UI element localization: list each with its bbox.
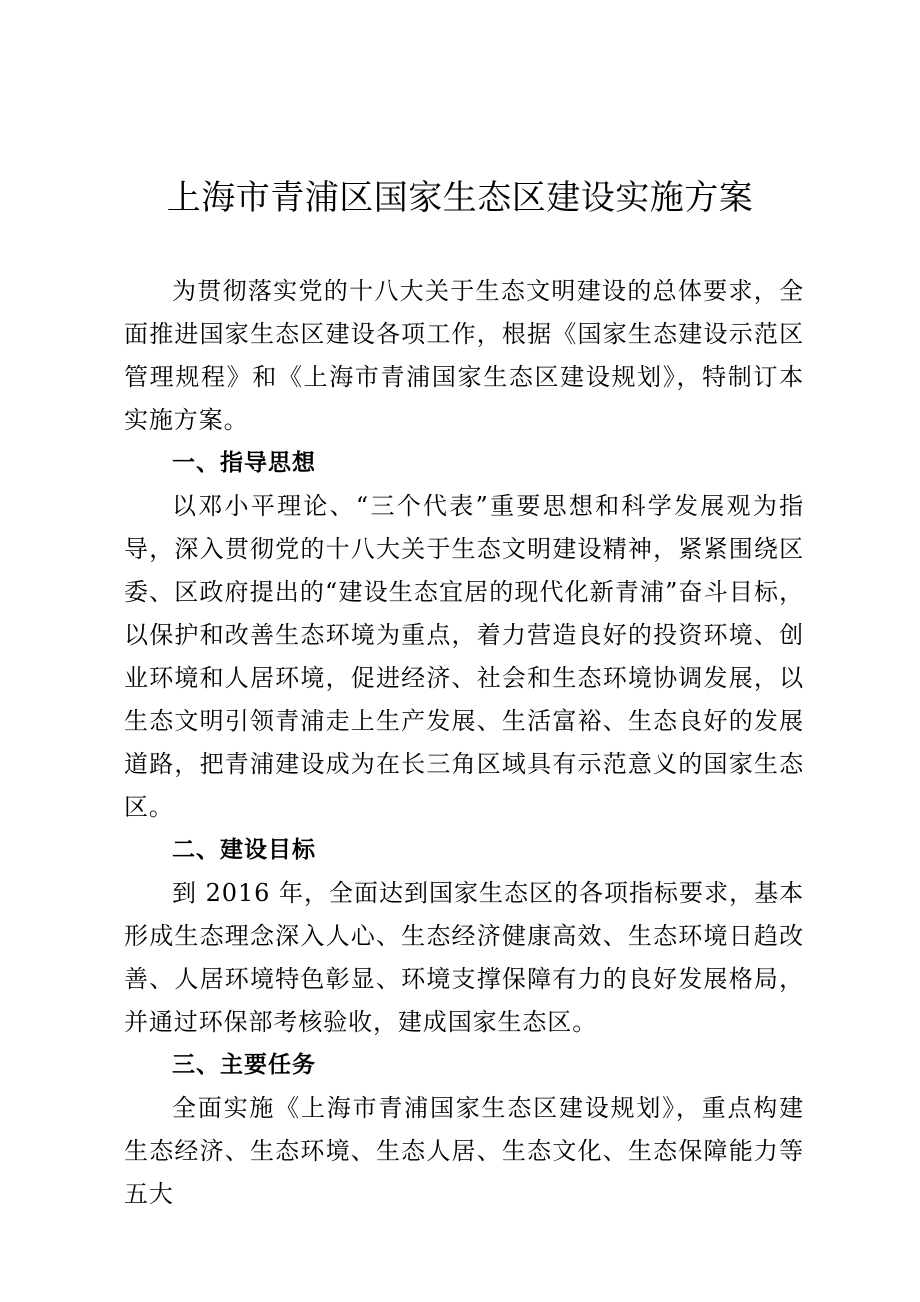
intro-paragraph: 为贯彻落实党的十八大关于生态文明建设的总体要求，全面推进国家生态区建设各项工作，根据《国家生态建设示范区管理规程》和《上海市青浦国家生态区建设规划》，特制订本实施方案。 <box>124 277 804 434</box>
section-text-construction-goals: 到 2016 年，全面达到国家生态区的各项指标要求，基本形成生态理念深入人心、生态经济健康高效、生态环境日趋改善、人居环境特色彰显、环境支撑保障有力的良好发展格局，并通过环保部考核验收，建成国家生态区。 <box>124 879 804 1036</box>
section-heading-guiding-ideology: 一、指导思想 <box>172 450 316 476</box>
section-text-main-tasks: 全面实施《上海市青浦国家生态区建设规划》，重点构建生态经济、生态环境、生态人居、生态文化、生态保障能力等五大 <box>124 1094 804 1208</box>
document-title: 上海市青浦区国家生态区建设实施方案 <box>166 178 754 218</box>
document-body <box>124 270 804 1216</box>
section-text-guiding-ideology: 以邓小平理论、“三个代表”重要思想和科学发展观为指导，深入贯彻党的十八大关于生态文明建设精神，紧紧围绕区委、区政府提出的“建设生态宜居的现代化新青浦”奋斗目标，以保护和改善生态环境为重点，着力营造良好的投资环境、创业环境和人居环境，促进经济、社会和生态环境协调发展，以生态文明引领青浦走上生产发展、生活富裕、生态良好的发展道路，把青浦建设成为在长三角区域具有示范意义的国家生态区。 <box>124 492 804 821</box>
section-heading-main-tasks: 三、主要任务 <box>172 1052 316 1078</box>
section-heading-construction-goals: 二、建设目标 <box>172 837 316 863</box>
